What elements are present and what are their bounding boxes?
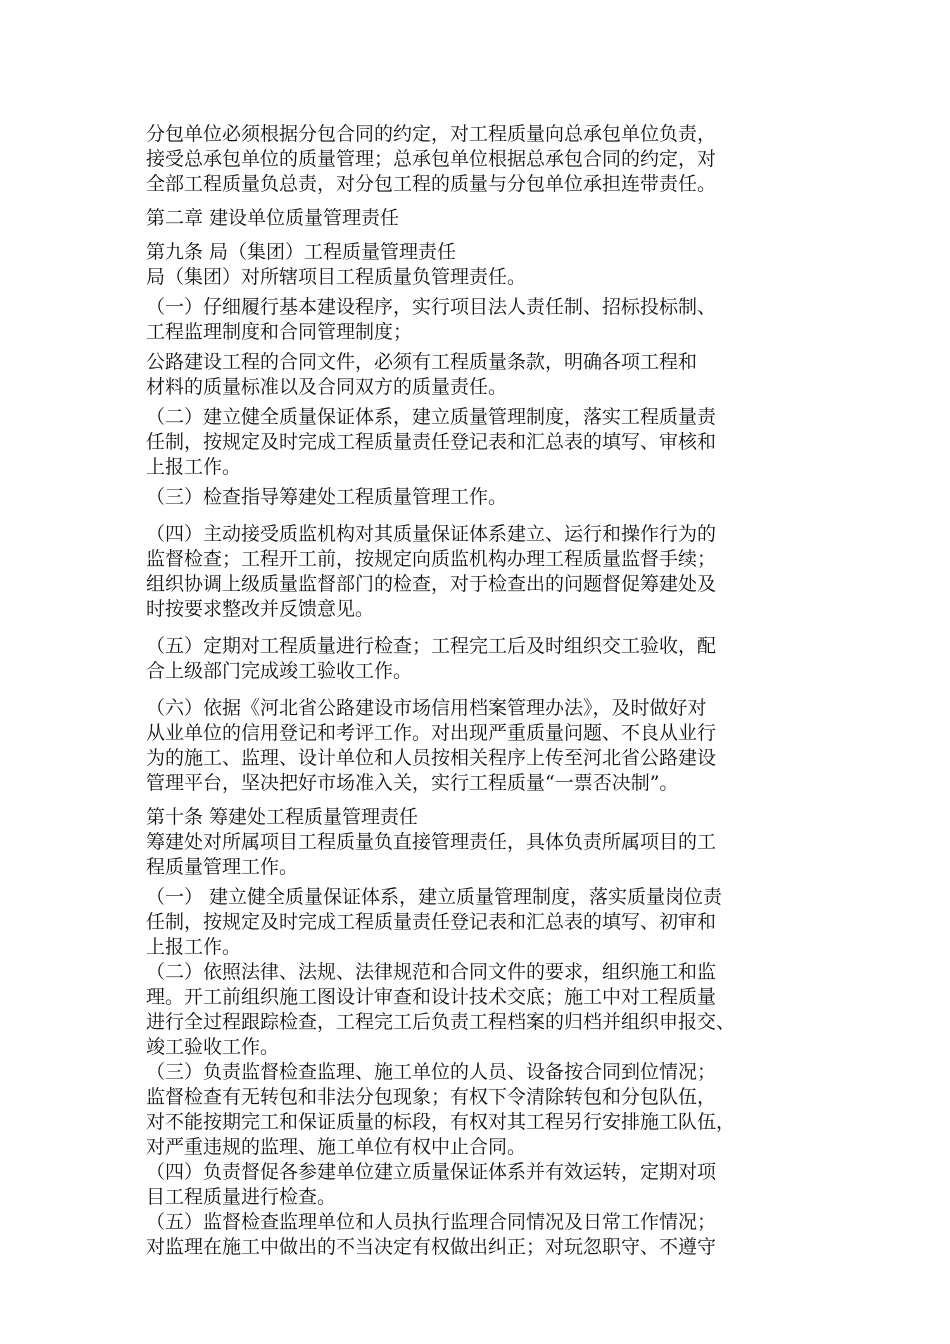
article-heading: 第九条 局（集团）工程质量管理责任 (146, 241, 457, 263)
paragraph-line: （一） 建立健全质量保证体系，建立质量管理制度，落实质量岗位责 (146, 886, 723, 908)
paragraph-line: 上报工作。 (146, 456, 242, 478)
paragraph-line: 任制，按规定及时完成工程质量责任登记表和汇总表的填写、初审和 (146, 911, 717, 933)
paragraph-line: 监督检查有无转包和非法分包现象；有权下令清除转包和分包队伍， (146, 1086, 717, 1108)
paragraph-line: 从业单位的信用登记和考评工作。对出现严重质量问题、不良从业行 (146, 722, 717, 744)
paragraph-line: （三）负责监督检查监理、施工单位的人员、设备按合同到位情况； (146, 1061, 717, 1083)
paragraph-line: （二）建立健全质量保证体系，建立质量管理制度，落实工程质量责 (146, 406, 717, 428)
paragraph-line: （二）依照法律、法规、法律规范和合同文件的要求，组织施工和监 (146, 961, 717, 983)
paragraph-line: 对监理在施工中做出的不当决定有权做出纠正；对玩忽职守、不遵守 (146, 1236, 717, 1258)
paragraph-line: （四）主动接受质监机构对其质量保证体系建立、运行和操作行为的 (146, 523, 717, 545)
paragraph-line: 合上级部门完成竣工验收工作。 (146, 660, 413, 682)
paragraph-line: 任制，按规定及时完成工程质量责任登记表和汇总表的填写、审核和 (146, 431, 717, 453)
paragraph-line: 组织协调上级质量监督部门的检查，对于检查出的问题督促筹建处及 (146, 573, 717, 595)
paragraph-line: （三）检查指导筹建处工程质量管理工作。 (146, 486, 508, 508)
paragraph-line: 全部工程质量负总责，对分包工程的质量与分包单位承担连带责任。 (146, 173, 717, 195)
paragraph-line: 上报工作。 (146, 936, 242, 958)
paragraph-line: （一）仔细履行基本建设程序，实行项目法人责任制、招标投标制、 (146, 296, 717, 318)
article-heading: 第十条 筹建处工程质量管理责任 (146, 806, 419, 828)
paragraph-line: 公路建设工程的合同文件，必须有工程质量条款，明确各项工程和 (146, 351, 698, 373)
paragraph-line: 对不能按期完工和保证质量的标段，有权对其工程另行安排施工队伍， (146, 1111, 736, 1133)
paragraph-line: 局（集团）对所辖项目工程质量负管理责任。 (146, 266, 527, 288)
paragraph-line: （五）定期对工程质量进行检查；工程完工后及时组织交工验收，配 (146, 635, 717, 657)
paragraph-line: 材料的质量标准以及合同双方的质量责任。 (146, 376, 508, 398)
chapter-heading: 第二章 建设单位质量管理责任 (146, 207, 400, 229)
paragraph-line: 管理平台，坚决把好市场准入关，实行工程质量“一票否决制”。 (146, 772, 679, 794)
paragraph-line: 时按要求整改并反馈意见。 (146, 598, 375, 620)
paragraph-line: 理。开工前组织施工图设计审查和设计技术交底；施工中对工程质量 (146, 986, 717, 1008)
paragraph-line: （五）监督检查监理单位和人员执行监理合同情况及日常工作情况； (146, 1211, 717, 1233)
paragraph-line: 工程监理制度和合同管理制度； (146, 321, 413, 343)
paragraph-line: 筹建处对所属项目工程质量负直接管理责任，具体负责所属项目的工 (146, 831, 717, 853)
document-body (146, 122, 806, 1260)
paragraph-line: （四）负责督促各参建单位建立质量保证体系并有效运转，定期对项 (146, 1161, 717, 1183)
paragraph-line: 接受总承包单位的质量管理；总承包单位根据总承包合同的约定，对 (146, 148, 717, 170)
paragraph-line: 为的施工、监理、设计单位和人员按相关程序上传至河北省公路建设 (146, 747, 717, 769)
paragraph-line: 目工程质量进行检查。 (146, 1186, 337, 1208)
paragraph-line: 进行全过程跟踪检查，工程完工后负责工程档案的归档并组织申报交、 (146, 1011, 736, 1033)
paragraph-line: 分包单位必须根据分包合同的约定，对工程质量向总承包单位负责， (146, 123, 717, 145)
paragraph-line: 监督检查；工程开工前，按规定向质监机构办理工程质量监督手续； (146, 548, 717, 570)
paragraph-line: （六）依据《河北省公路建设市场信用档案管理办法》，及时做好对 (146, 697, 707, 719)
paragraph-line: 对严重违规的监理、施工单位有权中止合同。 (146, 1136, 527, 1158)
paragraph-line: 竣工验收工作。 (146, 1036, 280, 1058)
paragraph-line: 程质量管理工作。 (146, 856, 299, 878)
